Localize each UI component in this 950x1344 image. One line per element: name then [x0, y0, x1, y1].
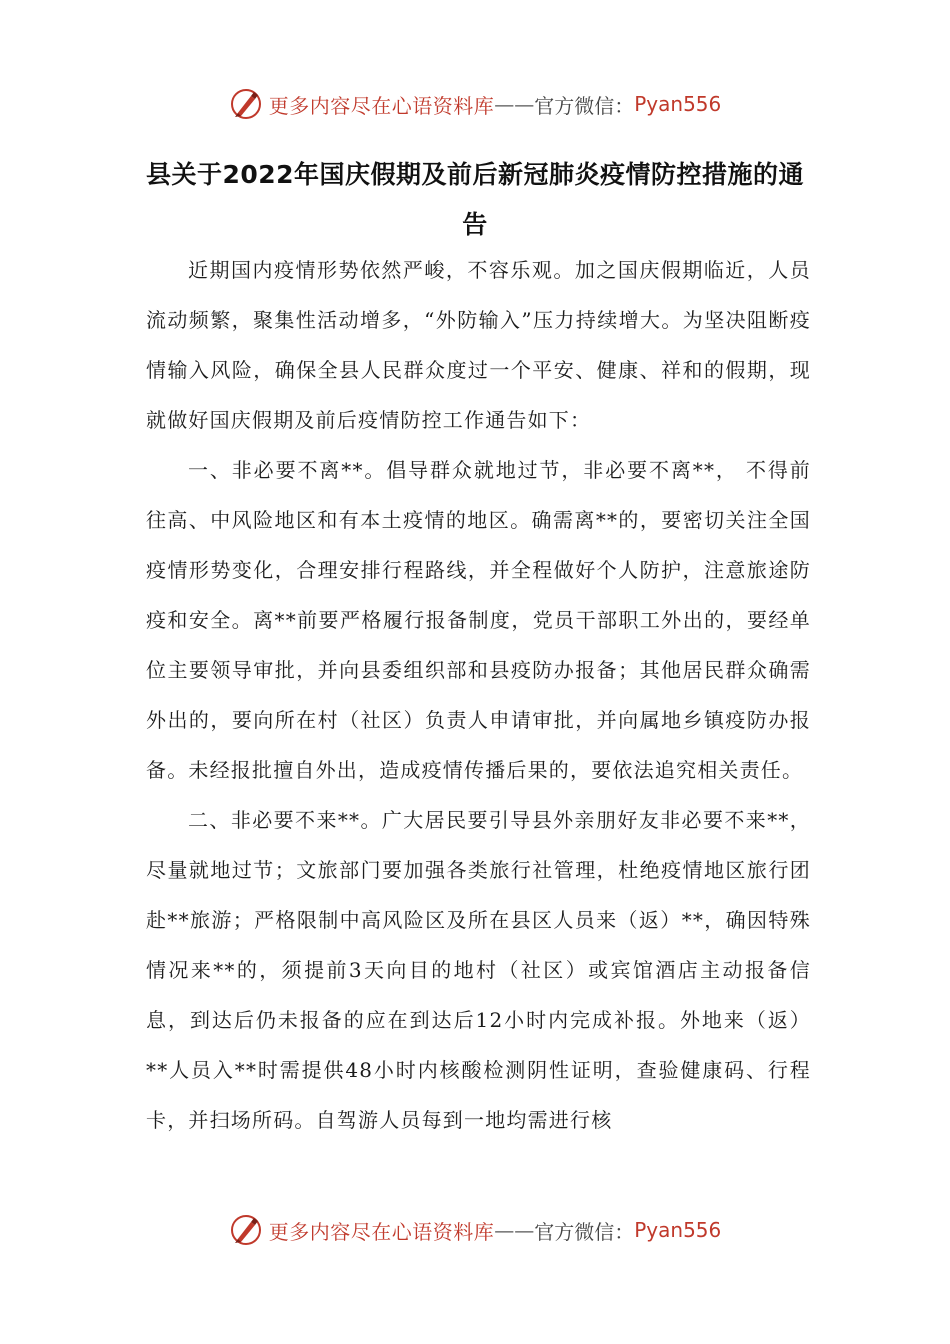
paragraph-intro: 近期国内疫情形势依然严峻，不容乐观。加之国庆假期临近，人员流动频繁，聚集性活动增多，“外防输入”压力持续增大。为坚决阻断疫情输入风险，确保全县人民群众度过一个平安、健康、祥和的假期，现就做好国庆假期及前后疫情防控工作通告如下：: [146, 258, 811, 432]
paragraph-section-2: 二、非必要不来**。广大居民要引导县外亲朋好友非必要不来**，尽量就地过节；文旅部门要加强各类旅行社管理，杜绝疫情地区旅行团赴**旅游；严格限制中高风险区及所在县区人员来（返）**，确因特殊情况来**的，须提前3天向目的地村（社区）或宾馆酒店主动报备信息，到达后仍未报备的应在到达后12小时内完成补报。外地来（返）**人员入**时需提供48小时内核酸检测阴性证明，查验健康码、行程卡，并扫场所码。自驾游人员每到一地均需进行核: [146, 808, 811, 1132]
banner-wechat-id: Pyan556: [634, 92, 722, 116]
banner-wechat-label: 官方微信：: [534, 93, 635, 118]
header-watermark-banner: [0, 82, 950, 126]
document-title: 县关于2022年国庆假期及前后新冠肺炎疫情防控措施的通告: [145, 160, 805, 239]
banner-separator: ——: [494, 92, 535, 116]
footer-watermark-banner: [0, 1208, 950, 1252]
pen-logo-icon: [229, 87, 263, 121]
pen-logo-icon: [229, 1213, 263, 1247]
banner-separator: ——: [494, 1218, 535, 1242]
banner-wechat-label: 官方微信：: [534, 1219, 635, 1244]
banner-text: 更多内容尽在心语资料库: [268, 93, 495, 118]
banner-wechat-id: Pyan556: [634, 1218, 722, 1242]
paragraph-section-1: 一、非必要不离**。倡导群众就地过节，非必要不离**， 不得前往高、中风险地区和有本土疫情的地区。确需离**的，要密切关注全国疫情形势变化，合理安排行程路线，并全程做好个人防护，注意旅途防疫和安全。离**前要严格履行报备制度，党员干部职工外出的，要经单位主要领导审批，并向县委组织部和县疫防办报备；其他居民群众确需外出的，要向所在村（社区）负责人申请审批，并向属地乡镇疫防办报备。未经报批擅自外出，造成疫情传播后果的，要依法追究相关责任。: [146, 458, 811, 782]
document-body: [146, 245, 811, 1145]
banner-text: 更多内容尽在心语资料库: [268, 1219, 495, 1244]
